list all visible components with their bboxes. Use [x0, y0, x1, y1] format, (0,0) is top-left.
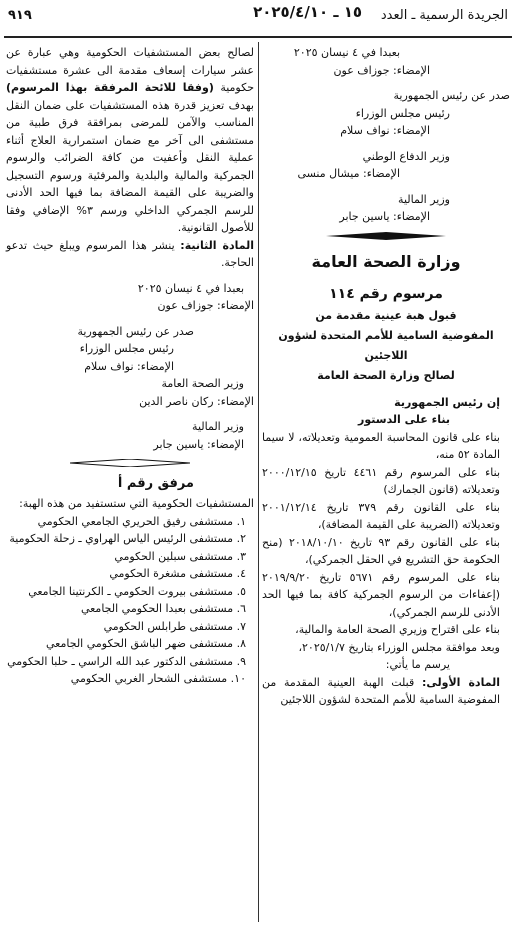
- gazette-title: الجريدة الرسمية ـ العدد: [380, 8, 508, 23]
- recital-5: بناء على المرسوم رقم ٥٦٧١ تاريخ ٢٠١٩/٩/٢٠ (إعفاءات من الرسوم الجمركية كافة بما فيها الحد الأدنى للرسم الجمركي)،: [262, 570, 501, 619]
- ministry-title: وزارة الصحة العامة: [311, 251, 461, 271]
- article-1-annex-ref: (وفقا للائحة المرفقة بهذا المرسوم): [6, 81, 214, 94]
- left-column: [6, 44, 254, 688]
- pm-signature-2: الإمضاء: نواف سلام: [84, 359, 174, 373]
- right-column: [262, 44, 510, 709]
- minister-finance-signature: الإمضاء: ياسين جابر: [339, 210, 430, 223]
- article-2-text: ينشر هذا المرسوم ويبلغ حيث تدعو الحاجة.: [6, 238, 254, 269]
- article-1: [262, 674, 510, 709]
- pm-title: رئيس مجلس الوزراء: [355, 106, 450, 120]
- list-item: ١. مستشفى رفيق الحريري الجامعي الحكومي: [37, 514, 246, 528]
- section-separator: [262, 232, 510, 240]
- article-2-label: المادة الثانية:: [180, 238, 254, 252]
- sign-president-2: الإمضاء: جوزاف عون: [157, 299, 254, 312]
- header-rule: [4, 36, 512, 38]
- list-item: ٤. مستشفى مشغرة الحكومي: [109, 567, 246, 580]
- article-1-rest: بهدف تعزيز قدرة هذه المستشفيات على ضمان النقل المناسب والآمن للمرضى بمرافقة فرق طبية من مستشفى الى آخر مع ضمان استمرارية العلاج أثناء عملية النقل وأعفيت من كافة الضرائب والرسوم الجمركية والمالية والبلدية والمرفئية ورسوم التسجيل والضريبة على القيمة المضافة بما فيها الحد الأدنى للرسم الجمركي الداخلي ورسم ٣% الإضافي وفقا للأصول القانونية.: [6, 98, 254, 234]
- appendix-title: مرفق رقم أ: [117, 476, 194, 491]
- list-item: ٨. مستشفى ضهر الباشق الحكومي الجامعي: [46, 637, 246, 650]
- diamond-rule: [326, 232, 446, 240]
- pm-title-2: رئيس مجلس الوزراء: [79, 342, 174, 355]
- sign-president: الإمضاء: جوزاف عون: [333, 63, 430, 77]
- list-item: ٣. مستشفى سبلين الحكومي: [114, 549, 246, 563]
- recital-3: بناء على القانون رقم ٣٧٩ تاريخ ٢٠٠١/١٢/١٤ وتعديلاته (الضريبة على القيمة المضافة)،: [262, 500, 500, 531]
- issued-by-2: صدر عن رئيس الجمهورية: [77, 324, 194, 338]
- hospital-list: [6, 513, 254, 688]
- recital-7: وبعد موافقة مجلس الوزراء بتاريخ ٢٠٢٥/١/٧،: [298, 640, 500, 654]
- decree-subtitle-1: قبول هبة عينية مقدمة من: [315, 308, 457, 322]
- recital-6: بناء على اقتراح وزيري الصحة العامة والمالية،: [295, 623, 500, 636]
- article-2: [6, 237, 254, 272]
- president-line: إن رئيس الجمهورية: [394, 395, 500, 409]
- minister-health-signature: الإمضاء: ركان ناصر الدين: [139, 394, 254, 408]
- article-1-intro: لصالح بعض المستشفيات الحكومية وهي عبارة عن عشر سيارات إسعاف مقدمة الى عشرة مستشفيات حكومية: [6, 46, 254, 94]
- recital-2: بناء على المرسوم رقم ٤٤٦١ تاريخ ٢٠٠٠/١٢/١٥ وتعديلاته (قانون الجمارك): [262, 465, 501, 496]
- issued-by: صدر عن رئيس الجمهورية: [393, 89, 510, 102]
- minister-finance-title-2: وزير المالية: [192, 420, 244, 433]
- section-separator-2: [6, 459, 254, 467]
- sign-date-2: بعبدا في ٤ نيسان ٢٠٢٥: [137, 281, 244, 295]
- minister-finance-title: وزير المالية: [398, 192, 450, 206]
- column-divider: [258, 42, 259, 922]
- page-number: ٩١٩: [8, 8, 32, 23]
- minister-defense-signature: الإمضاء: ميشال منسى: [297, 167, 400, 180]
- list-item: ١٠. مستشفى الشحار الغربي الحكومي: [70, 672, 246, 685]
- list-item: ٢. مستشفى الرئيس الياس الهراوي ـ زحلة الحكومية: [9, 532, 246, 545]
- list-item: ٥. مستشفى بيروت الحكومي ـ الكرنتينا الجامعي: [28, 584, 246, 598]
- decree-subtitle-3: اللاجئين: [364, 348, 408, 362]
- recital-4: بناء على القانون رقم ٩٣ تاريخ ٢٠١٨/١٠/١٠ (منح الحكومة حق التشريع في الحقل الجمركي)،: [262, 535, 500, 566]
- decree-formula: يرسم ما يأتي:: [385, 658, 450, 671]
- article-1-text: قبلت الهبة العينية المقدمة من المفوضية السامية للأمم المتحدة لشؤون اللاجئين: [262, 675, 500, 706]
- decree-subtitle-4: لصالح وزارة الصحة العامة: [317, 368, 455, 382]
- article-1-continued: [6, 44, 254, 237]
- list-item: ٦. مستشفى بعبدا الحكومي الجامعي: [80, 602, 246, 615]
- decree-title: مرسوم رقم ١١٤: [329, 285, 443, 302]
- decree-subtitle-2: المفوضية السامية للأمم المتحدة لشؤون: [278, 328, 494, 342]
- appendix-intro: المستشفيات الحكومية التي ستستفيد من هذه الهبة:: [19, 497, 254, 510]
- list-item: ٩. مستشفى الدكتور عبد الله الراسي ـ حلبا الحكومي: [7, 654, 246, 668]
- page-header: [4, 2, 512, 32]
- recital-1: بناء على قانون المحاسبة العمومية وتعديلاته، لا سيما المادة ٥٢ منه،: [262, 430, 500, 461]
- issue-number: ١٥ ـ ٢٠٢٥/٤/١٠: [253, 3, 362, 21]
- list-item: ٧. مستشفى طرابلس الحكومي: [103, 619, 246, 633]
- diamond-rule-2: [70, 459, 190, 467]
- sign-date: بعبدا في ٤ نيسان ٢٠٢٥: [293, 46, 400, 59]
- pm-signature: الإمضاء: نواف سلام: [340, 124, 430, 137]
- constitution-line: بناء على الدستور: [358, 413, 450, 426]
- minister-defense-title: وزير الدفاع الوطني: [362, 149, 450, 163]
- article-1-label: المادة الأولى:: [421, 675, 500, 689]
- minister-finance-signature-2: الإمضاء: ياسين جابر: [153, 437, 244, 451]
- minister-health-title: وزير الصحة العامة: [161, 377, 244, 390]
